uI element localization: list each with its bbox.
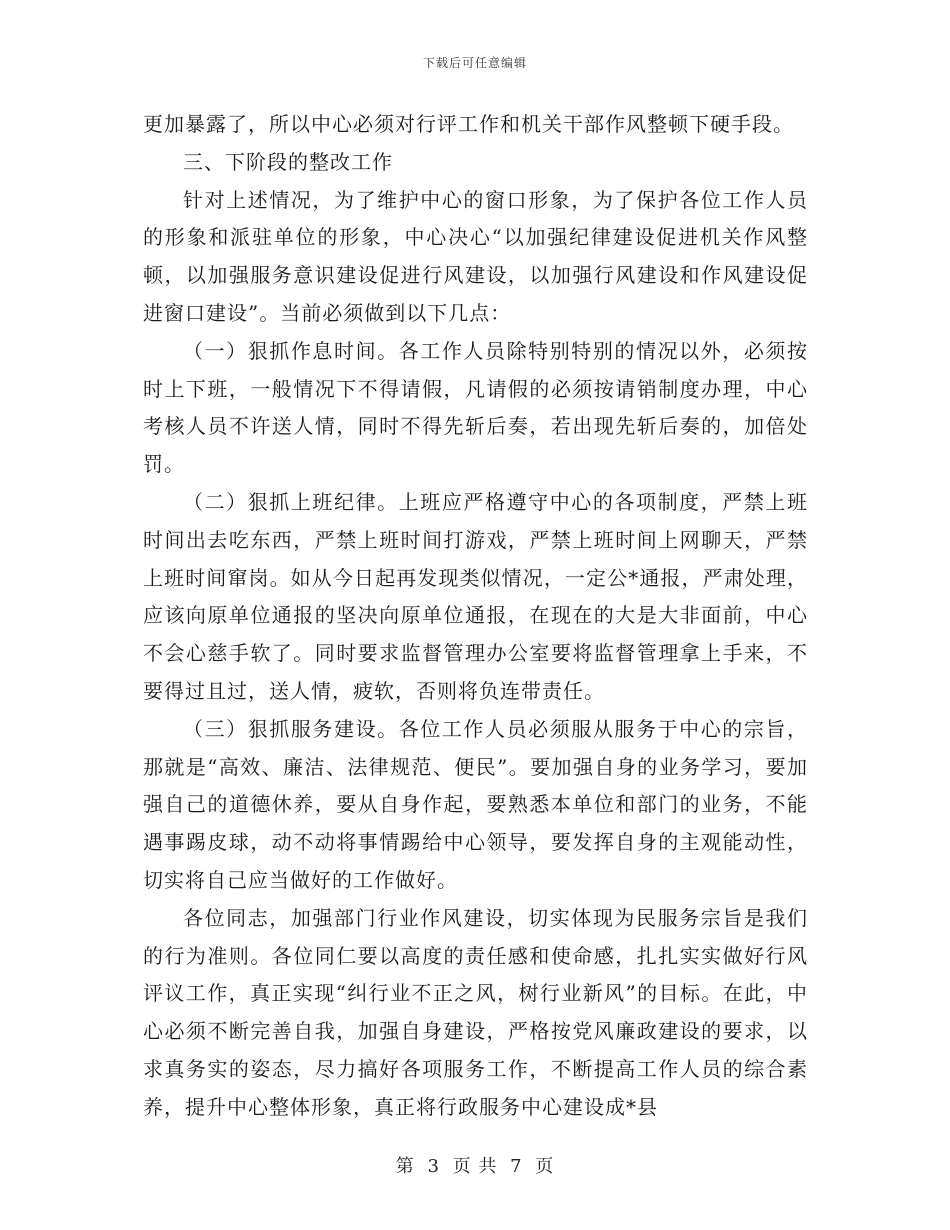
page-header: 下载后可任意编辑	[422, 56, 527, 70]
footer-suffix: 页	[535, 1156, 555, 1177]
paragraph-continuation: 更加暴露了，所以中心必须对行评工作和机关干部作风整顿下硬手段。	[143, 112, 794, 136]
footer-prefix: 第	[395, 1156, 415, 1177]
section-heading: 三、下阶段的整改工作	[183, 149, 393, 174]
paragraph-closing: 各位同志，加强部门行业作风建设，切实体现为民服务宗旨是我们的行为准则。各位同仁要以高度的责任感和使命感，扎扎实实做好行风评议工作，真正实现“纠行业不正之风，树行业新风”的目标。在此，中心必须不断完善自我，加强自身建设，严格按党风廉政建设的要求，以求真务实的姿态，尽力搞好各项服务工作，不断提高工作人员的综合素养，提升中心整体形象，真正将行政服务中心建设成*县	[143, 905, 808, 1119]
paragraph-item-1: （一）狠抓作息时间。各工作人员除特别特别的情况以外，必须按时上下班，一般情况下不得请假，凡请假的必须按请销制度办理，中心考核人员不许送人情，同时不得先斩后奏，若出现先斩后奏的，加倍处罚。	[143, 338, 808, 477]
page-footer	[0, 1152, 950, 1178]
document-body	[143, 106, 808, 1127]
footer-total-pages: 7	[510, 1156, 523, 1177]
paragraph-situation: 针对上述情况，为了维护中心的窗口形象，为了保护各位工作人员的形象和派驻单位的形象，中心决心“以加强纪律建设促进机关作风整顿，以加强服务意识建设促进行风建设，以加强行风建设和作风建设促进窗口建设”。当前必须做到以下几点：	[143, 187, 808, 325]
paragraph-item-3: （三）狠抓服务建设。各位工作人员必须服从服务于中心的宗旨，那就是“高效、廉洁、法律规范、便民”。要加强自身的业务学习，要加强自己的道德休养，要从自身作起，要熟悉本单位和部门的业务，不能遇事踢皮球，动不动将事情踢给中心领导，要发挥自身的主观能动性，切实将自己应当做好的工作做好。	[143, 716, 808, 892]
footer-current-page: 3	[427, 1156, 440, 1177]
footer-middle: 页 共	[452, 1156, 498, 1177]
paragraph-item-2: （二）狠抓上班纪律。上班应严格遵守中心的各项制度，严禁上班时间出去吃东西，严禁上班时间打游戏，严禁上班时间上网聊天，严禁上班时间窜岗。如从今日起再发现类似情况，一定公*通报，严肃处理，应该向原单位通报的坚决向原单位通报，在现在的大是大非面前，中心不会心慈手软了。同时要求监督管理办公室要将监督管理拿上手来，不要得过且过，送人情，疲软，否则将负连带责任。	[143, 489, 808, 703]
